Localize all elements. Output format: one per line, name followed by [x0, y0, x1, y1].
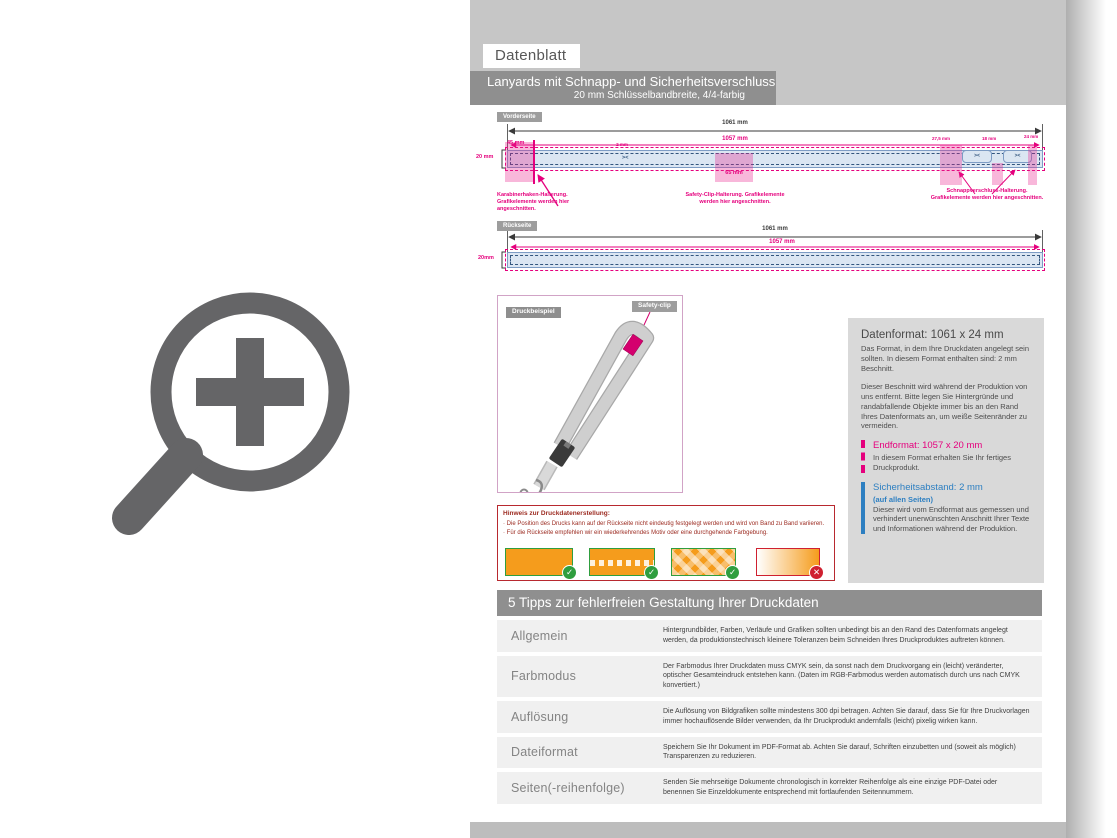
tip-text: Die Auflösung von Bildgrafiken sollte mindestens 300 dpi betragen. Achten Sie darauf, dass Sie für Ihre Druckvorlagen immer hochauflösende Bilder verwenden, da Ihr Druckprodukt andernfalls (leicht) pixelig wirken kann.	[663, 707, 1030, 725]
snap-slot-2: ><	[1003, 150, 1032, 163]
lanyard-illustration	[498, 296, 682, 492]
safety-title: Sicherheitsabstand: 2 mm	[873, 481, 983, 493]
tip-label: Farbmodus	[511, 669, 577, 684]
safety-block	[861, 482, 1031, 534]
product-title: Lanyards mit Schnapp- und Sicherheitsverschluss	[487, 74, 776, 89]
product-subtitle: 20 mm Schlüsselbandbreite, 4/4-farbig	[573, 90, 745, 101]
front-total-width-label: 1061 mm	[722, 120, 748, 126]
back-band	[507, 252, 1043, 268]
notice-title: Hinweis zur Druckdatenerstellung:	[503, 510, 610, 517]
safety-clip-label: Safety-clip	[632, 301, 677, 312]
check-icon: ✓	[562, 565, 577, 580]
zoom-magnifier-icon[interactable]	[105, 280, 360, 560]
check-icon: ✓	[644, 565, 659, 580]
front-bleed-label: 2 mm	[616, 142, 628, 147]
back-safety-outline	[510, 255, 1040, 265]
endformat-title: Endformat: 1057 x 20 mm	[873, 440, 983, 451]
endformat-block	[861, 440, 1031, 473]
snap-width-1-label: 27,5 mm	[932, 136, 951, 141]
notice-bullet-2: · Für die Rückseite empfehlen wir ein wiederkehrendes Motiv oder eine durchgehende Farbgebung.	[503, 529, 824, 538]
table-row	[497, 620, 1042, 652]
snap-zone-mid	[992, 163, 1003, 185]
back-end-width-label: 1057 mm	[769, 239, 795, 245]
band-break-mark: ><	[622, 155, 629, 161]
front-end-width-label: 1057 mm	[722, 136, 748, 142]
snap-zone-right	[1028, 145, 1037, 185]
tips-table	[497, 620, 1042, 808]
table-row	[497, 737, 1042, 769]
karabiner-annotation: Karabinerhaken-Halterung. Grafikelemente werden hier angeschnitten.	[497, 192, 570, 212]
check-icon: ✓	[725, 565, 740, 580]
datasheet-page	[470, 0, 1066, 838]
notice-bullets	[503, 520, 824, 538]
safety-subtitle: (auf allen Seiten)	[873, 494, 934, 504]
swatch-repeating-text	[589, 548, 655, 576]
table-row	[497, 772, 1042, 804]
snap-width-3-label: 24 mm	[1024, 134, 1039, 139]
safety-clip-zone	[715, 153, 753, 182]
tip-text: Speichern Sie Ihr Dokument im PDF-Format ab. Achten Sie darauf, Schriften einzubetten und (soweit als möglich) Transparenzen zu reduzieren.	[663, 743, 1016, 761]
snap-zone-left	[940, 145, 962, 185]
swatch-solid-color	[505, 548, 573, 576]
front-height-label: 20 mm	[476, 154, 494, 160]
safety-clip-annotation: Safety-Clip-Halterung. Grafikelemente werden hier angeschnitten.	[685, 192, 785, 205]
table-row	[497, 656, 1042, 697]
back-total-width-label: 1061 mm	[762, 226, 788, 232]
cross-icon: ✕	[809, 565, 824, 580]
karabiner-width-label: 45 mm	[507, 140, 525, 146]
datenformat-text: Das Format, in dem Ihre Druckdaten angelegt sein sollten. In diesem Format enthalten sind: 2 mm Beschnitt.	[861, 344, 1029, 373]
swatch-pattern	[671, 548, 736, 576]
notice-bullet-1: · Die Position des Drucks kann auf der Rückseite nicht eindeutig festgelegt werden und wird von Band zu Band variieren.	[503, 520, 824, 529]
print-example-badge: Druckbeispiel	[506, 307, 561, 318]
tip-label: Allgemein	[511, 628, 568, 643]
table-row	[497, 701, 1042, 733]
tip-label: Seiten(-reihenfolge)	[511, 780, 625, 795]
snap-annotation: Schnappverschluss-Halterung. Grafikelemente werden hier angeschnitten.	[930, 188, 1044, 201]
swatch-gradient-bad	[756, 548, 820, 576]
tip-label: Auflösung	[511, 709, 569, 724]
endformat-text: In diesem Format erhalten Sie Ihr fertiges Druckprodukt.	[873, 453, 1011, 472]
snap-width-2-label: 18 mm	[982, 136, 997, 141]
back-side-badge: Rückseite	[497, 221, 537, 231]
tip-text: Hintergrundbilder, Farben, Verläufe und Grafiken sollten unbedingt bis an den Rand des Datenformats angelegt werden, da produktionstechnisch kleinere Toleranzen beim Schneiden Ihres Druckproduktes auftreten können.	[663, 627, 1008, 644]
karabiner-cut-line	[533, 140, 535, 184]
front-side-badge: Vorderseite	[497, 112, 542, 122]
snap-slot-1: ><	[962, 150, 992, 163]
print-data-notice-box	[497, 505, 835, 581]
bleed-text: Dieser Beschnitt wird während der Produktion von uns entfernt. Bitte legen Sie Hintergründe und randabfallende Objekte immer bis an den Rand Ihres Datenformats an, um weiße Seitenränder zu vermeiden.	[861, 382, 1028, 431]
tip-label: Dateiformat	[511, 745, 578, 760]
page-edge-shadow	[1066, 0, 1106, 838]
format-info-panel	[848, 318, 1044, 583]
back-height-label: 20mm	[478, 255, 494, 261]
page-bottom-strip	[470, 822, 1066, 838]
datenformat-title: Datenformat: 1061 x 24 mm	[861, 329, 1004, 341]
tips-header: 5 Tipps zur fehlerfreien Gestaltung Ihrer Druckdaten	[497, 590, 1042, 616]
product-header	[470, 71, 776, 105]
datenblatt-tab: Datenblatt	[483, 44, 580, 68]
karabiner-zone	[505, 142, 534, 182]
tip-text: Senden Sie mehrseitige Dokumente chronologisch in korrekter Reihenfolge als eine einzige PDF-Datei oder benennen Sie Einzeldokumente entsprechend mit fortlaufenden Seitennummern.	[663, 779, 998, 796]
safety-clip-width-label: 65 mm	[725, 170, 743, 176]
print-example-box	[497, 295, 683, 493]
safety-text: Dieser wird vom Endformat aus gemessen und verhindert unerwünschten Anschnitt Ihrer Texte und Informationen während der Produktion.	[873, 504, 1030, 533]
tip-text: Der Farbmodus Ihrer Druckdaten muss CMYK sein, da sonst nach dem Druckvorgang ein (leicht) veränderter, optischer Gesamteindruck entstehen kann. (Daten im RGB-Farbmodus werden automatisch durch uns nach CMYK konvertiert.)	[663, 662, 1020, 690]
